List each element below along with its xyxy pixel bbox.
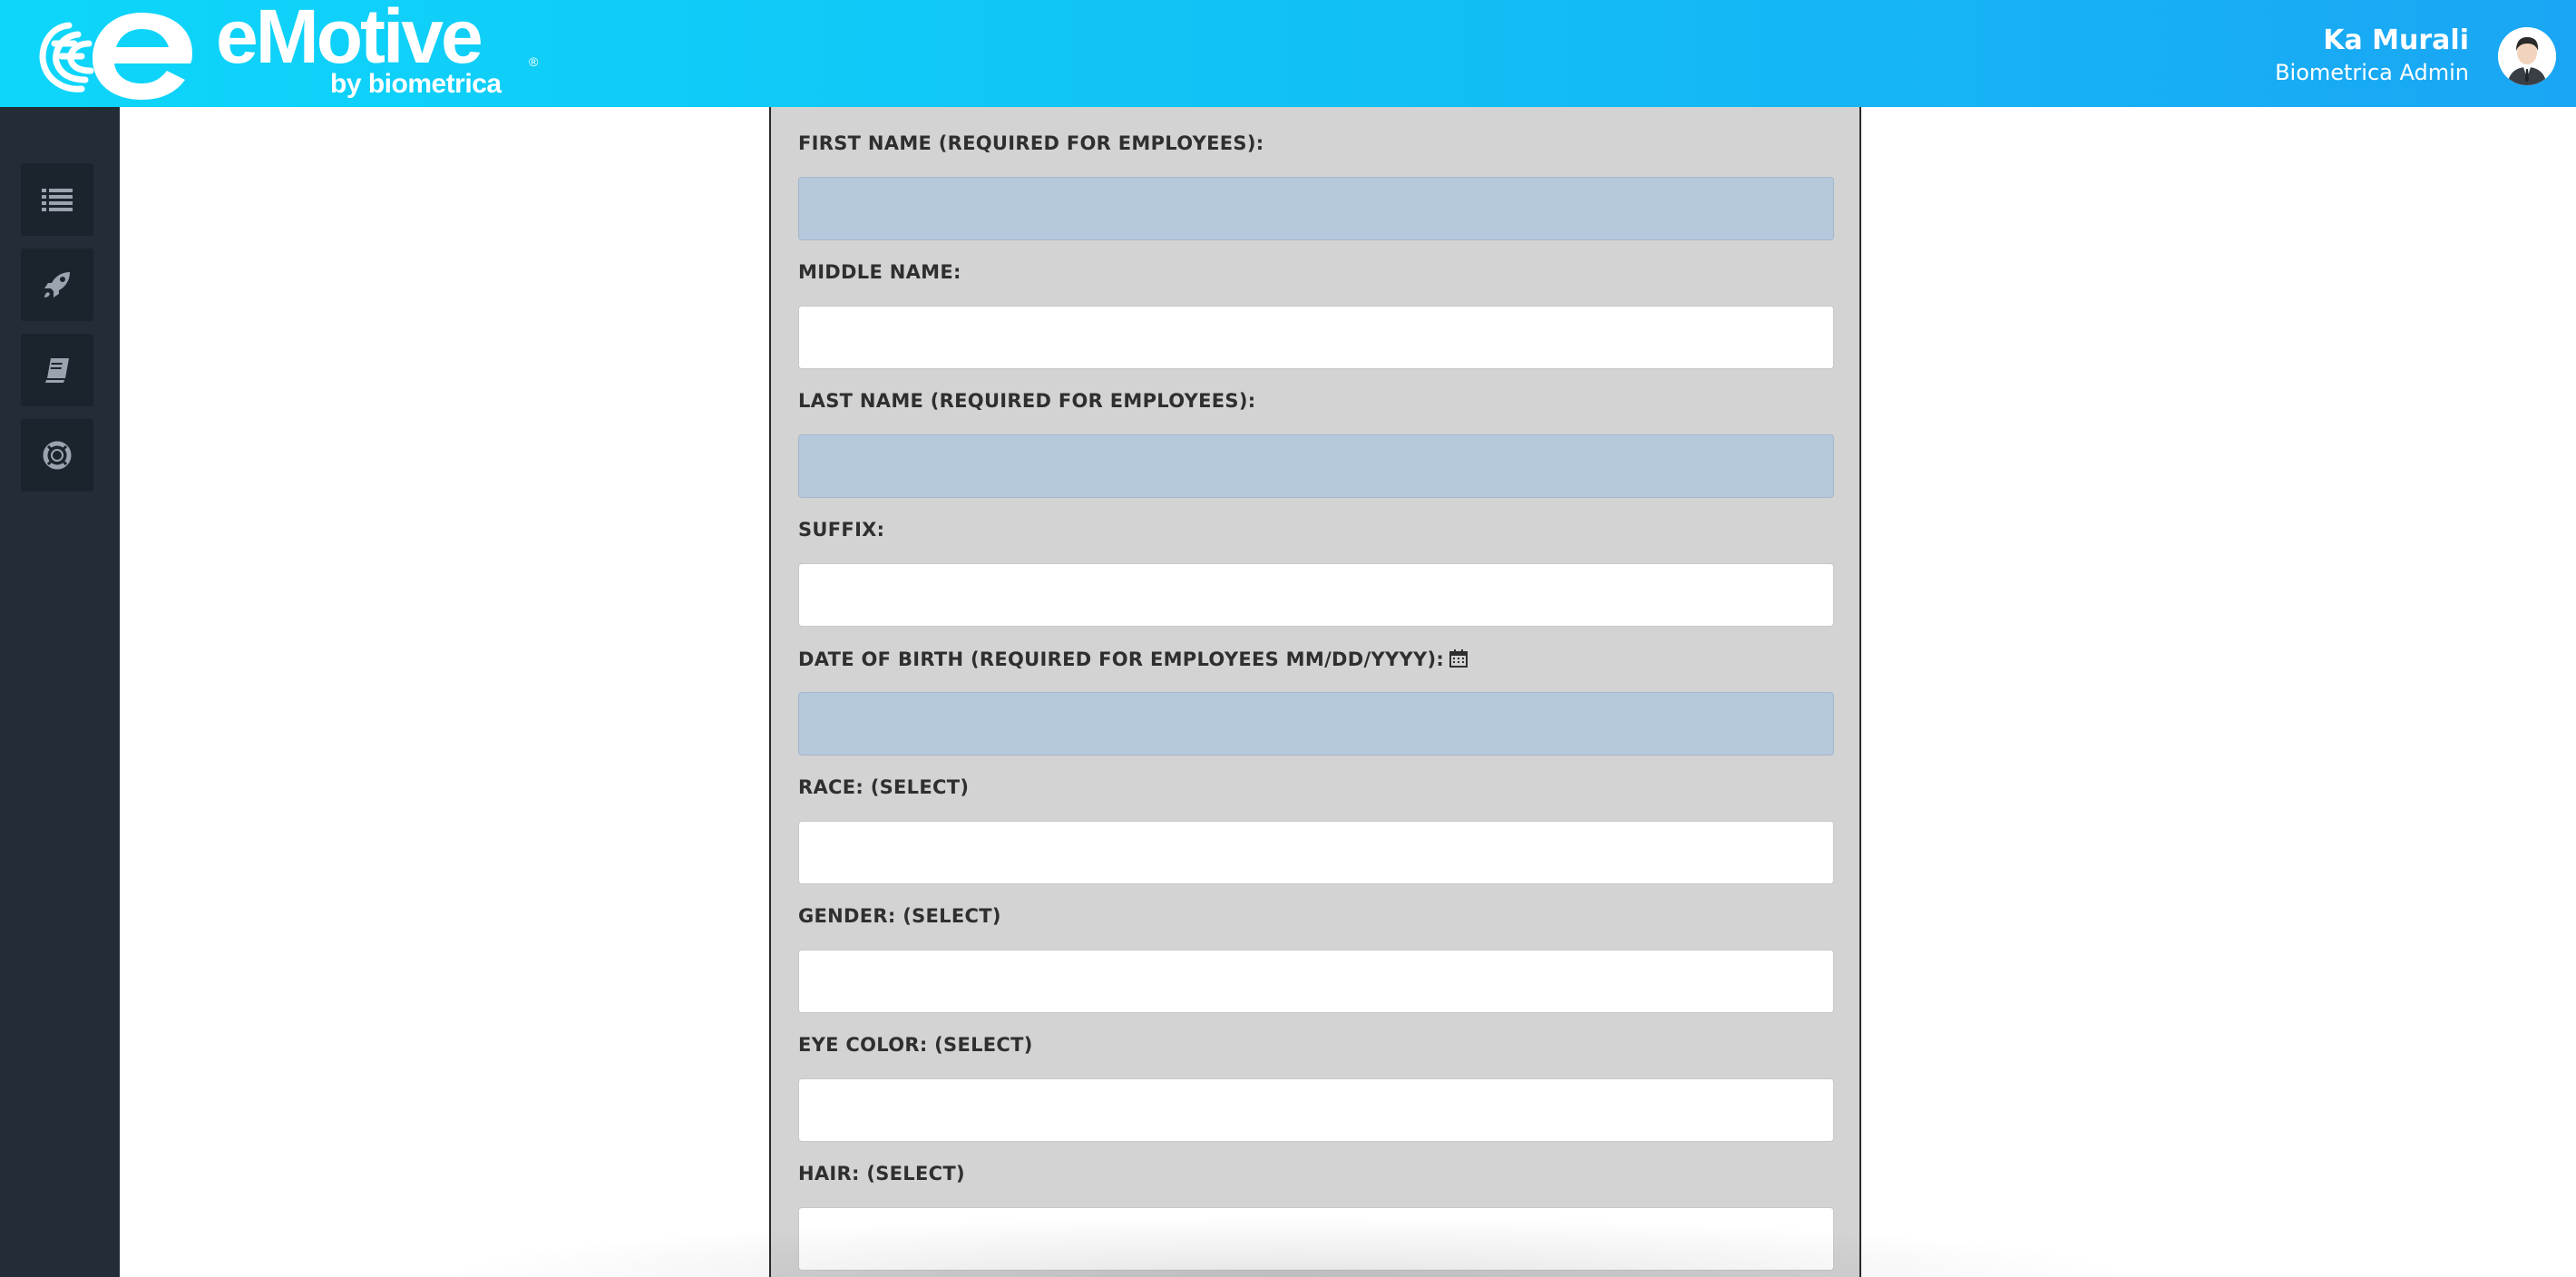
middle-name-input[interactable] — [798, 306, 1834, 369]
rocket-icon — [43, 270, 72, 299]
logo-wordmark: eMotive — [216, 0, 481, 79]
sidebar — [0, 107, 120, 1277]
sidebar-item-support[interactable] — [21, 419, 93, 492]
user-info[interactable] — [2275, 24, 2469, 85]
sidebar-item-list[interactable] — [21, 163, 93, 236]
gender-field — [798, 907, 1834, 1013]
first-name-input[interactable] — [798, 177, 1834, 240]
race-select[interactable] — [798, 821, 1834, 884]
hair-field — [798, 1165, 1834, 1271]
hair-label: HAIR: (SELECT) — [798, 1163, 965, 1184]
sidebar-item-book[interactable] — [21, 334, 93, 406]
eye-color-field — [798, 1036, 1834, 1142]
calendar-icon — [1449, 649, 1468, 668]
suffix-input[interactable] — [798, 563, 1834, 627]
last-name-input[interactable] — [798, 434, 1834, 498]
avatar[interactable] — [2498, 27, 2556, 85]
last-name-label: LAST NAME (REQUIRED FOR EMPLOYEES): — [798, 390, 1256, 412]
middle-name-label: MIDDLE NAME: — [798, 261, 961, 283]
middle-name-field — [798, 263, 1834, 369]
date-of-birth-field — [798, 649, 1834, 755]
registered-mark: ® — [529, 54, 539, 69]
logo-subtitle: by biometrica — [330, 69, 502, 99]
eye-color-label: EYE COLOR: (SELECT) — [798, 1034, 1033, 1056]
sidebar-item-rocket[interactable] — [21, 249, 93, 321]
race-label: RACE: (SELECT) — [798, 776, 970, 798]
gender-select[interactable] — [798, 950, 1834, 1013]
user-avatar-icon — [2498, 27, 2556, 85]
personal-info-form — [769, 107, 1861, 1277]
user-role: Biometrica Admin — [2275, 60, 2469, 85]
user-name: Ka Murali — [2323, 24, 2469, 56]
last-name-field — [798, 392, 1834, 498]
date-of-birth-label: DATE OF BIRTH (REQUIRED FOR EMPLOYEES MM/DD/YYYY): — [798, 648, 1445, 670]
hair-select[interactable] — [798, 1207, 1834, 1271]
first-name-label: FIRST NAME (REQUIRED FOR EMPLOYEES): — [798, 132, 1264, 154]
emotive-logo[interactable] — [34, 0, 539, 102]
suffix-label: SUFFIX: — [798, 519, 885, 541]
book-icon — [44, 356, 71, 384]
eye-color-select[interactable] — [798, 1078, 1834, 1142]
date-of-birth-label-row — [798, 649, 1834, 669]
suffix-field — [798, 521, 1834, 627]
first-name-field — [798, 134, 1834, 240]
list-icon — [42, 187, 73, 212]
top-header — [0, 0, 2576, 107]
life-ring-icon — [43, 441, 72, 470]
date-of-birth-input[interactable] — [798, 692, 1834, 755]
race-field — [798, 778, 1834, 884]
emotive-logo-mark-icon — [34, 7, 198, 102]
gender-label: GENDER: (SELECT) — [798, 905, 1001, 927]
